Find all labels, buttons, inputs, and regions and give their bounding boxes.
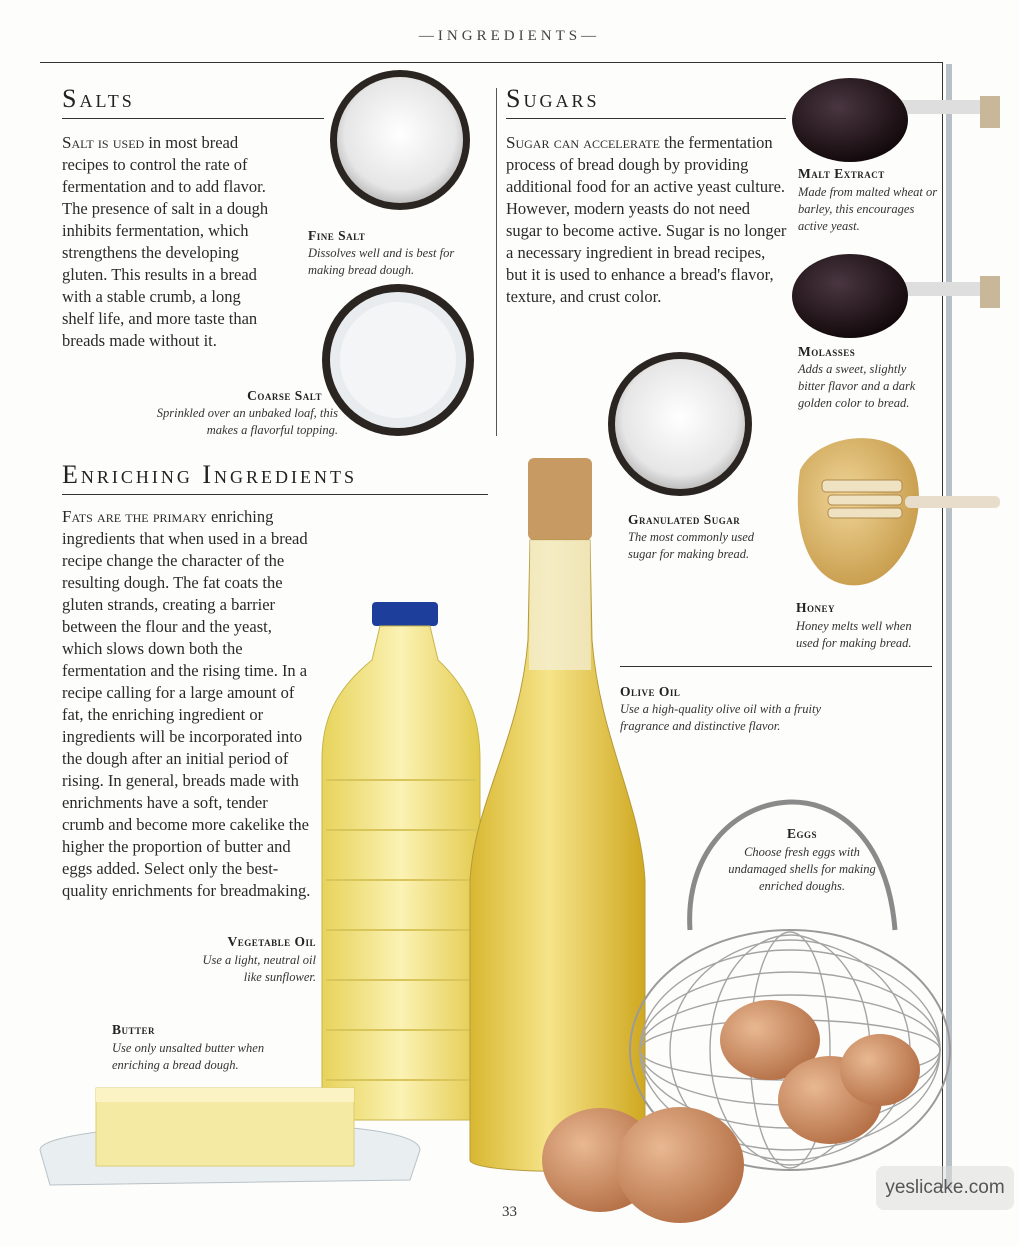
sugars-body-text: the fermentation process of bread dough by providing additional food for an active yeast culture. However, modern yeasts do not need sugar to become active. Sugar is no longer a necessary ingredient in bread recipes, but it is used to enhance a bread's flavor, texture, and crust color.: [506, 133, 787, 306]
coarse-salt-desc: Sprinkled over an unbaked loaf, this makes a flavorful topping.: [156, 406, 338, 437]
sugars-bottom-rule: [620, 666, 932, 667]
malt-extract-spoon-illustration: [792, 78, 1000, 162]
olive-oil-desc: Use a high-quality olive oil with a fruity fragrance and distinctive flavor.: [620, 702, 822, 733]
enriching-body-text: enriching ingredients that when used in a bread recipe change the character of the resulting dough. The fat coats the gluten strands, creating a barrier between the flour and the yeast, which slows down both the fermentation and the rising time. In a recipe calling for a large amount of fat, the enriching ingredient or ingredients will be incorporated into the dough after an initial period of rising. In general, breads made with enrichments have a soft, tender crumb and become more cakelike the higher the proportion of butter and eggs added. Select only the best-quality enrichments for breadmaking.: [62, 507, 311, 900]
salts-title: Salts: [62, 84, 135, 113]
fine-salt-title: Fine Salt: [308, 228, 366, 243]
molasses-spoon-illustration: [792, 254, 1000, 338]
watermark-logo: yeslicake.com: [876, 1166, 1014, 1210]
salts-body: [62, 132, 276, 352]
eggs-desc: Choose fresh eggs with undamaged shells for making enriched doughs.: [728, 845, 876, 893]
enriching-title: Enriching Ingredients: [62, 460, 358, 489]
salts-body-text: in most bread recipes to control the rate of fermentation and to add flavor. The presence of salt in a dough inhibits fermentation, which strengthens the developing gluten. This results in a bread with a stable crumb, a long shelf life, and more taste than breads made without it.: [62, 133, 269, 350]
molasses-title: Molasses: [798, 344, 856, 359]
salts-lead: Salt is used: [62, 133, 145, 152]
butter-title: Butter: [112, 1022, 156, 1037]
running-head: —INGREDIENTS—: [418, 28, 601, 44]
olive-oil-bottle-illustration: [470, 458, 645, 1171]
butter-desc: Use only unsalted butter when enriching a bread dough.: [112, 1041, 265, 1072]
granulated-sugar-desc: The most commonly used sugar for making bread.: [628, 530, 755, 561]
granulated-sugar-title: Granulated Sugar: [628, 512, 741, 527]
eggs-title: Eggs: [786, 826, 817, 841]
granulated-sugar-bowl-illustration: [608, 352, 752, 496]
enriching-rule: [62, 494, 488, 495]
vegetable-oil-title: Vegetable Oil: [227, 934, 316, 949]
sugars-title: Sugars: [506, 84, 600, 113]
honey-illustration: [798, 438, 1000, 585]
malt-extract-desc: Made from malted wheat or barley, this encourages active yeast.: [798, 185, 938, 233]
fine-salt-desc: Dissolves well and is best for making bread dough.: [308, 246, 455, 277]
sugars-rule: [506, 118, 786, 119]
malt-extract-title: Malt Extract: [798, 166, 885, 181]
enriching-body: [62, 506, 312, 902]
vegetable-oil-desc: Use a light, neutral oil like sunflower.: [202, 953, 316, 984]
column-divider: [496, 88, 497, 436]
coarse-salt-title: Coarse Salt: [247, 388, 322, 403]
fine-salt-bowl-illustration: [330, 70, 470, 210]
salts-rule: [62, 118, 324, 119]
molasses-desc: Adds a sweet, slightly bitter flavor and a dark golden color to bread.: [798, 362, 916, 410]
page-number: 33: [502, 1204, 517, 1220]
honey-desc: Honey melts well when used for making bread.: [796, 619, 912, 650]
olive-oil-title: Olive Oil: [620, 684, 681, 699]
vegetable-oil-bottle-illustration: [322, 602, 480, 1120]
sugars-body: [506, 132, 788, 308]
coarse-salt-bowl-illustration: [322, 284, 474, 436]
sugars-lead: Sugar can accelerate: [506, 133, 660, 152]
honey-title: Honey: [796, 600, 836, 615]
enriching-lead: Fats are the primary: [62, 507, 207, 526]
